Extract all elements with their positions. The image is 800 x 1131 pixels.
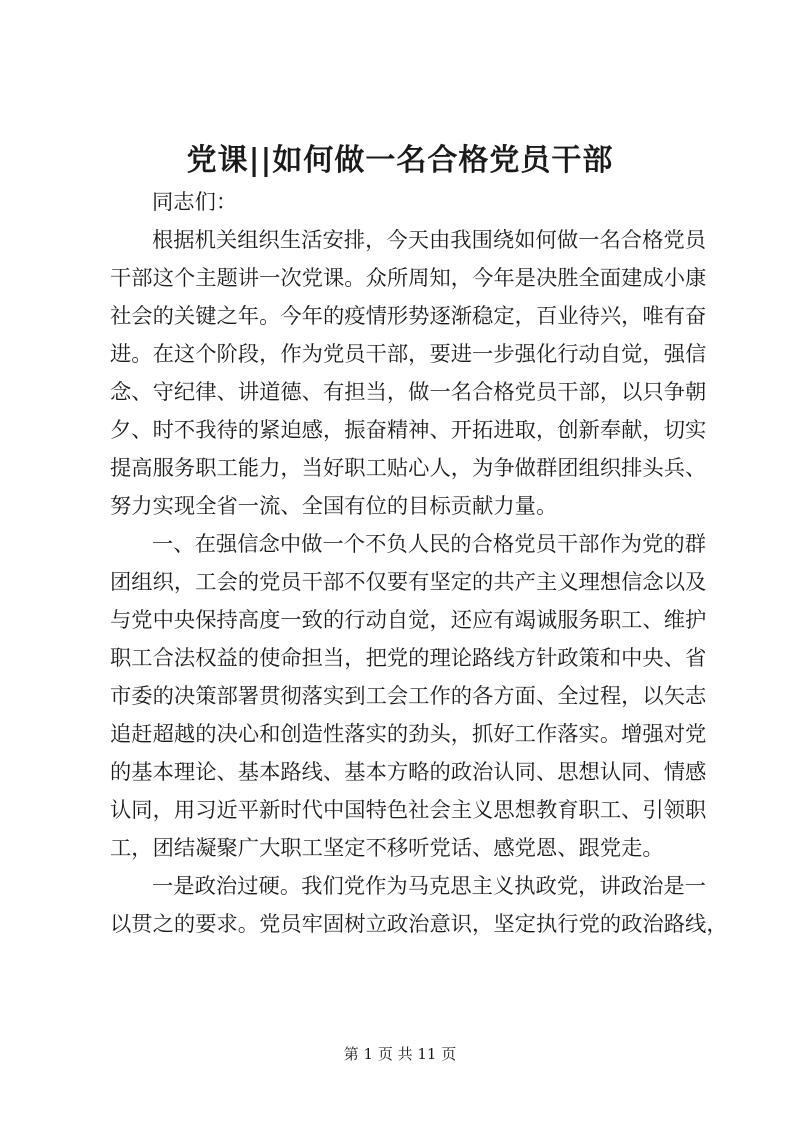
paragraph-line: 认同，用习近平新时代中国特色社会主义思想教育职工、引领职 bbox=[110, 798, 707, 823]
document-body bbox=[110, 184, 728, 944]
page-footer: 第 1 页 共 11 页 bbox=[343, 1045, 457, 1063]
paragraph-line: 根据机关组织生活安排，今天由我围绕如何做一名合格党员 bbox=[152, 228, 706, 253]
paragraph-line: 社会的关键之年。今年的疫情形势逐渐稳定，百业待兴，唯有奋 bbox=[110, 304, 707, 329]
paragraph-line: 努力实现全省一流、全国有位的目标贡献力量。 bbox=[110, 494, 558, 519]
paragraph-line: 工，团结凝聚广大职工坚定不移听党话、感党恩、跟党走。 bbox=[110, 836, 664, 861]
paragraph-line: 夕、时不我待的紧迫感，振奋精神、开拓进取，创新奉献，切实 bbox=[110, 418, 707, 443]
salutation-line: 同志们： bbox=[152, 190, 238, 215]
paragraph-line: 以贯之的要求。党员牢固树立政治意识，坚定执行党的政治路线， bbox=[110, 912, 728, 937]
paragraph-line: 市委的决策部署贯彻落实到工会工作的各方面、全过程，以矢志 bbox=[110, 684, 707, 709]
paragraph-line: 追赶超越的决心和创造性落实的劲头，抓好工作落实。增强对党 bbox=[110, 722, 707, 747]
paragraph-line: 进。在这个阶段，作为党员干部，要进一步强化行动自觉，强信 bbox=[110, 342, 707, 367]
paragraph-line: 一、在强信念中做一个不负人民的合格党员干部作为党的群 bbox=[152, 532, 706, 557]
paragraph-line: 念、守纪律、讲道德、有担当，做一名合格党员干部，以只争朝 bbox=[110, 380, 707, 405]
paragraph-line: 团组织，工会的党员干部不仅要有坚定的共产主义理想信念以及 bbox=[110, 570, 707, 595]
document-title: 党课||如何做一名合格党员干部 bbox=[186, 143, 614, 178]
paragraph-line: 的基本理论、基本路线、基本方略的政治认同、思想认同、情感 bbox=[110, 760, 707, 785]
paragraph-line: 一是政治过硬。我们党作为马克思主义执政党，讲政治是一 bbox=[152, 874, 706, 899]
paragraph-line: 与党中央保持高度一致的行动自觉，还应有竭诚服务职工、维护 bbox=[110, 608, 707, 633]
paragraph-line: 干部这个主题讲一次党课。众所周知，今年是决胜全面建成小康 bbox=[110, 266, 707, 291]
paragraph-line: 职工合法权益的使命担当，把党的理论路线方针政策和中央、省 bbox=[110, 646, 707, 671]
paragraph-line: 提高服务职工能力，当好职工贴心人，为争做群团组织排头兵、 bbox=[110, 456, 707, 481]
